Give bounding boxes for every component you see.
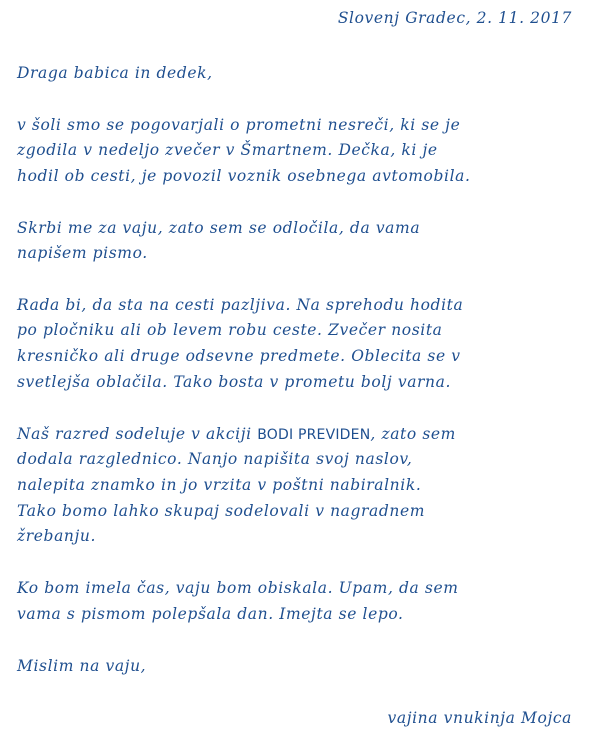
paragraph-1-line-3: hodil ob cesti, je povozil voznik osebnega avtomobila. <box>17 167 471 185</box>
paragraph-4-line-2: dodala razglednico. Nanjo napišita svoj naslov, <box>17 450 413 468</box>
paragraph-4-line-1-start: Naš razred sodeluje v akciji <box>17 425 258 443</box>
paragraph-4-line-4: Tako bomo lahko skupaj sodelovali v nagradnem <box>17 502 426 520</box>
paragraph-4-line-1-end: , zato sem <box>370 425 456 443</box>
paragraph-3-line-2: po pločniku ali ob levem robu ceste. Zvečer nosita <box>17 321 443 339</box>
paragraph-2-line-2: napišem pismo. <box>17 244 148 262</box>
paragraph-3-line-1: Rada bi, da sta na cesti pazljiva. Na sprehodu hodita <box>17 296 464 314</box>
paragraph-3-line-4: svetlejša oblačila. Tako bosta v prometu bolj varna. <box>17 373 452 391</box>
paragraph-5-line-2: vama s pismom polepšala dan. Imejta se lepo. <box>17 605 404 623</box>
paragraph-1-line-2: zgodila v nedeljo zvečer v Šmartnem. Dečka, ki je <box>17 141 438 159</box>
paragraph-4-line-1 <box>17 424 456 445</box>
paragraph-1-line-1: v šoli smo se pogovarjali o prometni nesreči, ki se je <box>17 116 461 134</box>
campaign-name: BODI PREVIDEN <box>257 427 371 443</box>
signature: vajina vnukinja Mojca <box>387 709 572 727</box>
paragraph-4-line-5: žrebanju. <box>17 527 97 545</box>
place-date: Slovenj Gradec, 2. 11. 2017 <box>337 9 572 27</box>
paragraph-3-line-3: kresničko ali druge odsevne predmete. Oblecita se v <box>17 347 461 365</box>
paragraph-4-line-3: nalepita znamko in jo vrzita v poštni nabiralnik. <box>17 476 422 494</box>
paragraph-2-line-1: Skrbi me za vaju, zato sem se odločila, da vama <box>17 219 421 237</box>
paragraph-5-line-1: Ko bom imela čas, vaju bom obiskala. Upam, da sem <box>17 579 459 597</box>
closing: Mislim na vaju, <box>17 657 147 675</box>
greeting: Draga babica in dedek, <box>17 64 213 82</box>
